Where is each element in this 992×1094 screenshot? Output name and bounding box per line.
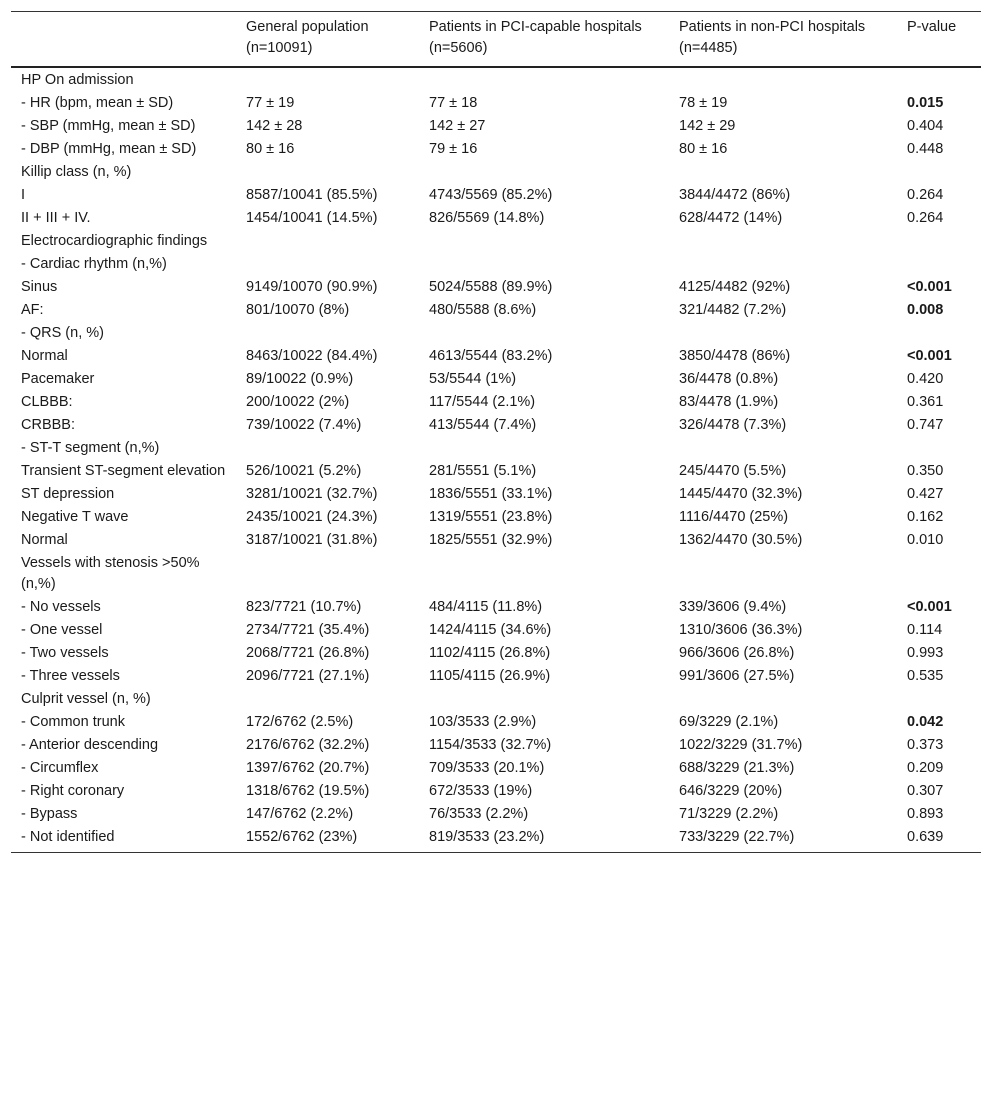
table-row	[11, 345, 981, 368]
cell-non-pci: 321/4482 (7.2%)	[679, 302, 787, 318]
header-variable	[11, 12, 236, 68]
clinical-characteristics-table	[11, 11, 981, 853]
cell-non-pci	[669, 253, 897, 276]
cell-p-value: 0.373	[907, 737, 944, 753]
table-row	[11, 322, 981, 345]
cell-p-value: 0.209	[907, 760, 944, 776]
header-p-value: P-value	[907, 19, 957, 35]
cell-general-population: 89/10022 (0.9%)	[246, 371, 354, 387]
cell-variable: I	[21, 187, 26, 203]
cell-non-pci: 80 ± 16	[679, 141, 728, 157]
cell-general-population: 8463/10022 (84.4%)	[246, 348, 378, 364]
cell-pci-capable: 1825/5551 (32.9%)	[429, 532, 553, 548]
cell-general-population: 1552/6762 (23%)	[246, 829, 358, 845]
cell-general-population: 1397/6762 (20.7%)	[246, 760, 370, 776]
cell-variable: ST depression	[21, 486, 115, 502]
cell-non-pci: 1116/4470 (25%)	[679, 509, 789, 525]
table-row	[11, 688, 981, 711]
cell-non-pci: 733/3229 (22.7%)	[679, 829, 795, 845]
cell-variable: CLBBB:	[21, 394, 73, 410]
cell-p-value: 0.404	[907, 118, 944, 134]
table-row	[11, 437, 981, 460]
table-row	[11, 711, 981, 734]
cell-variable: - ST-T segment (n,%)	[21, 440, 160, 456]
cell-non-pci: 991/3606 (27.5%)	[679, 668, 795, 684]
cell-pci-capable	[419, 322, 669, 345]
table-row	[11, 92, 981, 115]
cell-general-population	[236, 552, 419, 596]
cell-pci-capable: 1424/4115 (34.6%)	[429, 622, 552, 638]
cell-pci-capable: 117/5544 (2.1%)	[429, 394, 536, 410]
cell-non-pci: 1362/4470 (30.5%)	[679, 532, 803, 548]
cell-p-value	[897, 67, 981, 92]
cell-general-population	[236, 230, 419, 253]
cell-general-population: 2734/7721 (35.4%)	[246, 622, 370, 638]
cell-variable: - Circumflex	[21, 760, 99, 776]
cell-non-pci: 83/4478 (1.9%)	[679, 394, 779, 410]
cell-variable: AF:	[21, 302, 44, 318]
cell-p-value	[897, 688, 981, 711]
cell-p-value: 0.639	[907, 829, 944, 845]
cell-pci-capable: 819/3533 (23.2%)	[429, 829, 545, 845]
cell-variable: - Cardiac rhythm (n,%)	[21, 256, 167, 272]
cell-variable: - HR (bpm, mean ± SD)	[21, 95, 174, 111]
cell-p-value	[897, 552, 981, 596]
cell-non-pci	[669, 230, 897, 253]
cell-non-pci: 3850/4478 (86%)	[679, 348, 791, 364]
table-row	[11, 460, 981, 483]
cell-p-value: 0.010	[907, 532, 944, 548]
cell-pci-capable	[419, 253, 669, 276]
cell-p-value: 0.264	[907, 187, 944, 203]
table-row	[11, 596, 981, 619]
cell-non-pci: 339/3606 (9.4%)	[679, 599, 787, 615]
cell-p-value: 0.747	[907, 417, 944, 433]
cell-variable: - QRS (n, %)	[21, 325, 104, 341]
cell-non-pci: 1310/3606 (36.3%)	[679, 622, 803, 638]
cell-general-population: 2435/10021 (24.3%)	[246, 509, 378, 525]
cell-non-pci	[669, 322, 897, 345]
table-row	[11, 230, 981, 253]
table-row	[11, 619, 981, 642]
cell-general-population: 1318/6762 (19.5%)	[246, 783, 370, 799]
cell-general-population: 739/10022 (7.4%)	[246, 417, 362, 433]
cell-general-population	[236, 688, 419, 711]
cell-non-pci: 628/4472 (14%)	[679, 210, 783, 226]
table-row	[11, 642, 981, 665]
cell-p-value: 0.015	[907, 95, 944, 111]
cell-pci-capable: 1105/4115 (26.9%)	[429, 668, 551, 684]
cell-non-pci: 142 ± 29	[679, 118, 736, 134]
cell-general-population	[236, 161, 419, 184]
cell-general-population: 9149/10070 (90.9%)	[246, 279, 378, 295]
cell-p-value: <0.001	[907, 599, 952, 615]
cell-variable: - SBP (mmHg, mean ± SD)	[21, 118, 196, 134]
cell-p-value: 0.427	[907, 486, 944, 502]
cell-p-value: 0.114	[907, 622, 943, 638]
table-row	[11, 391, 981, 414]
header-pci-capable: Patients in PCI-capable hospitals (n=5606)	[429, 19, 642, 56]
table-row	[11, 803, 981, 826]
table-row	[11, 299, 981, 322]
cell-pci-capable: 1836/5551 (33.1%)	[429, 486, 553, 502]
table-body	[11, 67, 981, 853]
cell-pci-capable	[419, 437, 669, 460]
cell-variable: Transient ST-segment elevation	[21, 463, 226, 479]
cell-variable: II + III + IV.	[21, 210, 91, 226]
cell-variable: - Right coronary	[21, 783, 125, 799]
cell-pci-capable: 826/5569 (14.8%)	[429, 210, 545, 226]
table-row	[11, 552, 981, 596]
cell-pci-capable: 79 ± 16	[429, 141, 478, 157]
cell-variable: Vessels with stenosis >50% (n,%)	[21, 555, 200, 592]
cell-p-value	[897, 322, 981, 345]
cell-p-value: 0.993	[907, 645, 944, 661]
cell-general-population: 2068/7721 (26.8%)	[246, 645, 370, 661]
cell-pci-capable: 480/5588 (8.6%)	[429, 302, 537, 318]
cell-variable: - Three vessels	[21, 668, 120, 684]
cell-p-value: 0.264	[907, 210, 944, 226]
cell-p-value: 0.535	[907, 668, 944, 684]
cell-non-pci	[669, 437, 897, 460]
header-non-pci: Patients in non-PCI hospitals (n=4485)	[679, 19, 866, 56]
cell-pci-capable: 413/5544 (7.4%)	[429, 417, 537, 433]
cell-general-population: 8587/10041 (85.5%)	[246, 187, 378, 203]
table-row	[11, 734, 981, 757]
table-row	[11, 276, 981, 299]
cell-variable: - DBP (mmHg, mean ± SD)	[21, 141, 197, 157]
cell-pci-capable: 709/3533 (20.1%)	[429, 760, 545, 776]
header-row	[11, 12, 981, 68]
cell-pci-capable	[419, 688, 669, 711]
cell-variable: CRBBB:	[21, 417, 75, 433]
cell-pci-capable	[419, 67, 669, 92]
cell-pci-capable: 1319/5551 (23.8%)	[429, 509, 553, 525]
cell-variable: Culprit vessel (n, %)	[21, 691, 151, 707]
cell-pci-capable: 76/3533 (2.2%)	[429, 806, 529, 822]
cell-non-pci: 3844/4472 (86%)	[679, 187, 791, 203]
cell-general-population: 142 ± 28	[246, 118, 303, 134]
cell-variable: HP On admission	[21, 72, 134, 88]
table-row	[11, 207, 981, 230]
cell-general-population: 77 ± 19	[246, 95, 295, 111]
table-row	[11, 483, 981, 506]
table-row	[11, 184, 981, 207]
cell-variable: - Bypass	[21, 806, 78, 822]
cell-general-population: 147/6762 (2.2%)	[246, 806, 354, 822]
cell-variable: - Not identified	[21, 829, 115, 845]
cell-pci-capable: 5024/5588 (89.9%)	[429, 279, 553, 295]
cell-p-value: 0.361	[907, 394, 944, 410]
cell-general-population: 3187/10021 (31.8%)	[246, 532, 378, 548]
cell-pci-capable: 142 ± 27	[429, 118, 486, 134]
cell-general-population: 200/10022 (2%)	[246, 394, 350, 410]
cell-variable: Killip class (n, %)	[21, 164, 132, 180]
table-row	[11, 253, 981, 276]
cell-general-population: 1454/10041 (14.5%)	[246, 210, 378, 226]
cell-general-population: 801/10070 (8%)	[246, 302, 350, 318]
table-row	[11, 506, 981, 529]
cell-non-pci: 1022/3229 (31.7%)	[679, 737, 803, 753]
cell-p-value: 0.420	[907, 371, 944, 387]
cell-p-value: <0.001	[907, 279, 952, 295]
cell-pci-capable	[419, 161, 669, 184]
cell-pci-capable: 103/3533 (2.9%)	[429, 714, 537, 730]
cell-general-population: 172/6762 (2.5%)	[246, 714, 354, 730]
cell-p-value	[897, 161, 981, 184]
cell-non-pci: 4125/4482 (92%)	[679, 279, 791, 295]
cell-pci-capable: 281/5551 (5.1%)	[429, 463, 537, 479]
cell-non-pci	[669, 161, 897, 184]
cell-non-pci: 1445/4470 (32.3%)	[679, 486, 803, 502]
cell-non-pci: 688/3229 (21.3%)	[679, 760, 795, 776]
cell-p-value: 0.448	[907, 141, 944, 157]
table-row	[11, 368, 981, 391]
cell-general-population	[236, 253, 419, 276]
cell-variable: Sinus	[21, 279, 58, 295]
cell-p-value: <0.001	[907, 348, 952, 364]
cell-pci-capable: 4613/5544 (83.2%)	[429, 348, 553, 364]
cell-pci-capable: 4743/5569 (85.2%)	[429, 187, 553, 203]
cell-non-pci	[669, 552, 897, 596]
cell-general-population	[236, 437, 419, 460]
table-row	[11, 138, 981, 161]
table-row	[11, 665, 981, 688]
cell-general-population: 526/10021 (5.2%)	[246, 463, 362, 479]
cell-p-value	[897, 253, 981, 276]
cell-variable: Pacemaker	[21, 371, 95, 387]
cell-variable: - Anterior descending	[21, 737, 159, 753]
table-row	[11, 780, 981, 803]
cell-p-value: 0.008	[907, 302, 944, 318]
cell-non-pci	[669, 67, 897, 92]
cell-variable: - No vessels	[21, 599, 101, 615]
table-row	[11, 414, 981, 437]
cell-non-pci: 245/4470 (5.5%)	[679, 463, 787, 479]
cell-non-pci: 326/4478 (7.3%)	[679, 417, 787, 433]
table-row	[11, 529, 981, 552]
cell-variable: - Two vessels	[21, 645, 109, 661]
table-row	[11, 826, 981, 853]
cell-general-population: 2096/7721 (27.1%)	[246, 668, 370, 684]
cell-pci-capable: 53/5544 (1%)	[429, 371, 517, 387]
cell-variable: Normal	[21, 532, 68, 548]
cell-non-pci	[669, 688, 897, 711]
cell-non-pci: 646/3229 (20%)	[679, 783, 783, 799]
cell-general-population	[236, 67, 419, 92]
cell-non-pci: 36/4478 (0.8%)	[679, 371, 779, 387]
cell-pci-capable	[419, 552, 669, 596]
cell-p-value: 0.307	[907, 783, 944, 799]
cell-p-value: 0.350	[907, 463, 944, 479]
cell-p-value: 0.042	[907, 714, 944, 730]
table-row	[11, 67, 981, 92]
cell-p-value	[897, 437, 981, 460]
cell-variable: - One vessel	[21, 622, 103, 638]
header-general-population: General population (n=10091)	[246, 19, 369, 56]
cell-general-population: 3281/10021 (32.7%)	[246, 486, 378, 502]
table-header	[11, 12, 981, 68]
cell-p-value: 0.162	[907, 509, 944, 525]
cell-pci-capable	[419, 230, 669, 253]
cell-variable: Normal	[21, 348, 68, 364]
cell-variable: Electrocardiographic findings	[21, 233, 208, 249]
cell-non-pci: 966/3606 (26.8%)	[679, 645, 795, 661]
cell-non-pci: 78 ± 19	[679, 95, 728, 111]
cell-pci-capable: 1154/3533 (32.7%)	[429, 737, 552, 753]
cell-variable: - Common trunk	[21, 714, 125, 730]
cell-general-population	[236, 322, 419, 345]
table-row	[11, 161, 981, 184]
cell-non-pci: 71/3229 (2.2%)	[679, 806, 779, 822]
cell-non-pci: 69/3229 (2.1%)	[679, 714, 779, 730]
table-row	[11, 757, 981, 780]
cell-pci-capable: 77 ± 18	[429, 95, 478, 111]
cell-pci-capable: 672/3533 (19%)	[429, 783, 533, 799]
cell-pci-capable: 484/4115 (11.8%)	[429, 599, 543, 615]
cell-variable: Negative T wave	[21, 509, 129, 525]
cell-general-population: 2176/6762 (32.2%)	[246, 737, 370, 753]
cell-pci-capable: 1102/4115 (26.8%)	[429, 645, 551, 661]
cell-general-population: 80 ± 16	[246, 141, 295, 157]
cell-p-value: 0.893	[907, 806, 944, 822]
table-row	[11, 115, 981, 138]
cell-general-population: 823/7721 (10.7%)	[246, 599, 362, 615]
cell-p-value	[897, 230, 981, 253]
